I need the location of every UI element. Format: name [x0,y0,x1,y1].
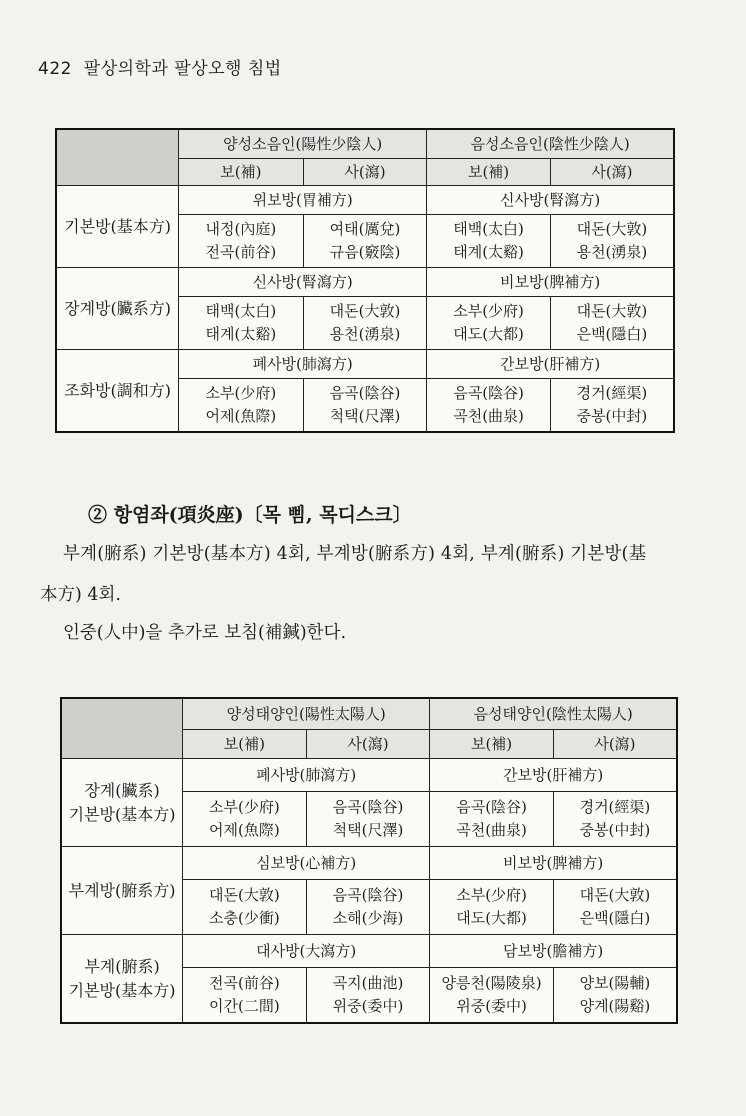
row-label: 조화방(調和方) [56,350,179,433]
acupoint: 소부(少府) [456,886,527,904]
method-label: 간보방(肝補方) [427,350,674,379]
row-label-line: 부계방(腑系方) [68,880,176,900]
acupoint: 대도(大都) [453,325,524,343]
acupoint: 대도(大都) [456,909,527,927]
acupoint: 대돈(大敦) [576,220,648,238]
acupoint: 음곡(陰谷) [453,384,524,402]
acupoint: 경거(經渠) [576,384,648,402]
acupoint: 곡천(曲泉) [453,407,524,425]
method-label: 신사방(腎瀉方) [179,268,427,297]
row-label-line: 기본방(基本方) [68,980,176,1000]
acupoint: 전곡(前谷) [205,243,277,261]
method-label: 폐사방(肺瀉方) [183,759,430,792]
acupoint: 경거(經渠) [579,798,651,816]
acupoint: 소부(少府) [205,384,277,402]
row-label [61,935,183,1024]
acupoint: 척택(尺澤) [332,821,404,839]
acupoint: 이간(二間) [209,997,280,1015]
acupoint-cell [179,379,304,433]
acupoint: 소해(少海) [332,909,404,927]
bo-header: 보(補) [179,159,304,186]
acupoint: 태계(太谿) [205,325,277,343]
acupoint: 태백(太白) [453,220,524,238]
acupoint: 위중(委中) [332,997,404,1015]
acupoint: 음곡(陰谷) [329,384,401,402]
sa-header: 사(瀉) [550,159,674,186]
section-title: ② 항염좌(項炎座)〔목 삠, 목디스크〕 [88,504,412,526]
acupoint: 은백(隱白) [576,325,648,343]
method-label: 담보방(膽補方) [430,935,677,968]
acupoint-table-soeum [55,128,675,433]
method-label: 비보방(脾補方) [427,268,674,297]
acupoint: 중봉(中封) [579,821,651,839]
constitution-header-right: 음성태양인(陰性太陽人) [430,698,677,730]
constitution-header-right: 음성소음인(陰性少陰人) [427,129,674,159]
constitution-header-left: 양성소음인(陽性少陰人) [179,129,427,159]
acupoint-cell [179,297,304,350]
acupoint: 중봉(中封) [576,407,648,425]
acupoint: 양계(陽谿) [579,997,651,1015]
page-header [38,54,282,79]
acupoint-cell [553,968,677,1024]
acupoint: 태계(太谿) [453,243,524,261]
acupoint-cell [306,880,430,935]
sa-header: 사(瀉) [303,159,427,186]
acupoint: 척택(尺澤) [329,407,401,425]
acupoint-cell [183,880,307,935]
acupoint: 양릉천(陽陵泉) [441,974,542,992]
acupoint: 내정(內庭) [205,220,277,238]
method-label: 대사방(大瀉方) [183,935,430,968]
acupoint: 음곡(陰谷) [332,886,404,904]
acupoint-cell [306,968,430,1024]
sa-header: 사(瀉) [306,730,430,759]
bo-header: 보(補) [430,730,554,759]
row-label: 기본방(基本方) [56,186,179,268]
table-corner-cell [61,698,183,759]
acupoint: 곡지(曲池) [332,974,404,992]
acupoint: 소부(少府) [453,302,524,320]
row-label: 장계방(臟系方) [56,268,179,350]
method-label: 심보방(心補方) [183,847,430,880]
acupoint-cell [553,880,677,935]
method-label: 신사방(腎瀉方) [427,186,674,215]
method-label: 폐사방(肺瀉方) [179,350,427,379]
acupoint: 위중(委中) [456,997,527,1015]
page-number: 422 [38,59,72,79]
acupoint: 곡천(曲泉) [456,821,527,839]
row-label [61,847,183,935]
acupoint: 전곡(前谷) [209,974,280,992]
acupoint-cell [303,215,427,268]
method-label: 위보방(胃補方) [179,186,427,215]
acupoint: 어제(魚際) [209,821,280,839]
constitution-header-left: 양성태양인(陽性太陽人) [183,698,430,730]
acupoint: 은백(隱白) [579,909,651,927]
method-label: 비보방(脾補方) [430,847,677,880]
row-label-line: 부계(腑系) [84,957,160,977]
acupoint: 대돈(大敦) [576,302,648,320]
acupoint-cell [183,792,307,847]
acupoint: 대돈(大敦) [579,886,651,904]
body-paragraph: 本方) 4회. [40,585,121,605]
acupoint: 양보(陽輔) [579,974,651,992]
acupoint: 소부(少府) [209,798,280,816]
acupoint: 용천(湧泉) [329,325,401,343]
acupoint-cell [303,297,427,350]
body-paragraph: 인중(人中)을 추가로 보침(補鍼)한다. [63,623,347,643]
acupoint: 음곡(陰谷) [332,798,404,816]
body-paragraph: 부계(腑系) 기본방(基本方) 4회, 부계방(腑系方) 4회, 부계(腑系) 기본방(基 [63,544,647,564]
method-label: 간보방(肝補方) [430,759,677,792]
sa-header: 사(瀉) [553,730,677,759]
acupoint-cell [427,297,551,350]
acupoint-cell [550,215,674,268]
row-label-line: 기본방(基本方) [68,804,176,824]
row-label-line: 장계(臟系) [84,781,160,801]
acupoint-cell [427,215,551,268]
acupoint-cell [550,379,674,433]
acupoint: 용천(湧泉) [576,243,648,261]
acupoint: 대돈(大敦) [329,302,401,320]
acupoint-table-taeyang [60,697,678,1024]
acupoint: 소충(少衝) [209,909,280,927]
bo-header: 보(補) [427,159,551,186]
acupoint: 대돈(大敦) [209,886,280,904]
acupoint-cell [430,880,554,935]
acupoint: 태백(太白) [205,302,277,320]
acupoint: 음곡(陰谷) [456,798,527,816]
acupoint-cell [427,379,551,433]
bo-header: 보(補) [183,730,307,759]
row-label [61,759,183,847]
acupoint-cell [179,215,304,268]
acupoint-cell [183,968,307,1024]
acupoint-cell [306,792,430,847]
acupoint-cell [553,792,677,847]
acupoint-cell [303,379,427,433]
acupoint: 어제(魚際) [205,407,277,425]
running-title: 팔상의학과 팔상오행 침법 [83,59,282,79]
acupoint-cell [430,968,554,1024]
acupoint: 여태(厲兌) [329,220,401,238]
table-corner-cell [56,129,179,186]
acupoint-cell [430,792,554,847]
acupoint: 규음(竅陰) [329,243,401,261]
acupoint-cell [550,297,674,350]
